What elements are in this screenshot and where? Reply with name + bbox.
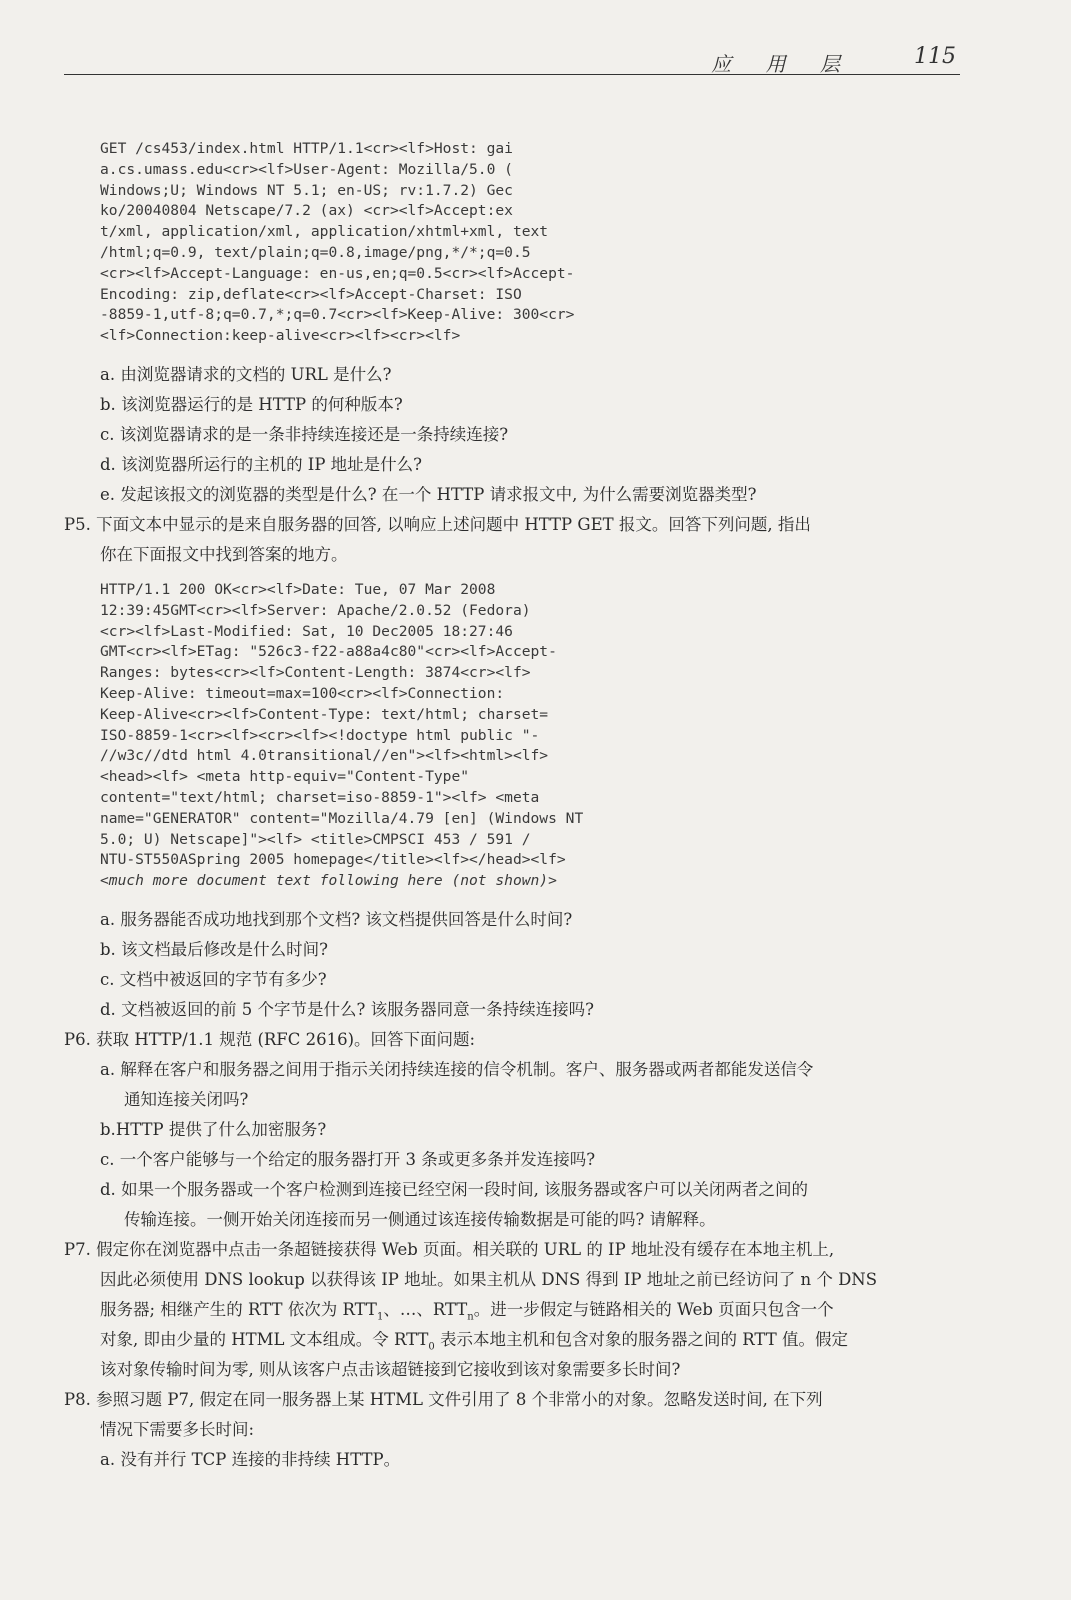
p6-question-a-cont: 通知连接关闭吗?	[124, 1090, 249, 1109]
p6-question-d-cont: 传输连接。一侧开始关闭连接而另一侧通过该连接传输数据是可能的吗? 请解释。	[124, 1210, 716, 1229]
problem-number: P8.	[64, 1390, 91, 1409]
response-line: Keep-Alive: timeout=max=100<cr><lf>Connection:	[100, 684, 505, 702]
p5-question-b: b. 该文档最后修改是什么时间?	[100, 940, 328, 959]
response-line: //w3c//dtd html 4.0transitional//en"><lf><html><lf>	[100, 747, 549, 765]
request-line: Encoding: zip,deflate<cr><lf>Accept-Charset: ISO	[100, 285, 522, 303]
response-line: <cr><lf>Last-Modified: Sat, 10 Dec2005 18:27:46	[100, 622, 513, 640]
request-line: t/xml, application/xml, application/xhtml+xml, text	[100, 223, 549, 241]
problem-number: P6.	[64, 1030, 91, 1049]
response-line: <head><lf> <meta http-equiv="Content-Type"	[100, 768, 470, 786]
request-line: -8859-1,utf-8;q=0.7,*;q=0.7<cr><lf>Keep-Alive: 300<cr>	[100, 306, 575, 324]
request-line: <cr><lf>Accept-Language: en-us,en;q=0.5<cr><lf>Accept-	[100, 264, 575, 282]
response-line: content="text/html; charset=iso-8859-1"><lf> <meta	[100, 788, 540, 806]
response-line: <much more document text following here (not shown)>	[100, 872, 557, 890]
request-line: <lf>Connection:keep-alive<cr><lf><cr><lf>	[100, 327, 461, 345]
p4-question-d: d. 该浏览器所运行的主机的 IP 地址是什么?	[100, 455, 423, 474]
response-line: Keep-Alive<cr><lf>Content-Type: text/html; charset=	[100, 705, 549, 723]
response-line: 12:39:45GMT<cr><lf>Server: Apache/2.0.52 (Fedora)	[100, 601, 531, 619]
p4-question-a: a. 由浏览器请求的文档的 URL 是什么?	[100, 365, 392, 384]
p4-question-c: c. 该浏览器请求的是一条非持续连接还是一条持续连接?	[100, 425, 509, 444]
p6-question-d: d. 如果一个服务器或一个客户检测到连接已经空闲一段时间, 该服务器或客户可以关闭两者之间的	[100, 1180, 809, 1199]
response-line: ISO-8859-1<cr><lf><cr><lf><!doctype html public "-	[100, 726, 540, 744]
p6-question-c: c. 一个客户能够与一个给定的服务器打开 3 条或更多条并发连接吗?	[100, 1150, 596, 1169]
http-response-code	[100, 580, 583, 892]
p8-line-1: P8. 参照习题 P7, 假定在同一服务器上某 HTML 文件引用了 8 个非常小的对象。忽略发送时间, 在下列	[64, 1390, 823, 1409]
page-number: 115	[914, 44, 956, 69]
p7-line-2: 因此必须使用 DNS lookup 以获得该 IP 地址。如果主机从 DNS 得到 IP 地址之前已经访问了 n 个 DNS	[100, 1270, 878, 1289]
request-line: ko/20040804 Netscape/7.2 (ax) <cr><lf>Accept:ex	[100, 202, 513, 220]
response-line: HTTP/1.1 200 OK<cr><lf>Date: Tue, 07 Mar 2008	[100, 581, 496, 598]
problem-number: P7.	[64, 1240, 91, 1259]
http-request-code	[100, 139, 574, 347]
p5-question-c: c. 文档中被返回的字节有多少?	[100, 970, 327, 989]
p6-question-a: a. 解释在客户和服务器之间用于指示关闭持续连接的信令机制。客户、服务器或两者都能发送信令	[100, 1060, 814, 1079]
response-line: 5.0; U) Netscape]"><lf> <title>CMPSCI 453 / 591 /	[100, 830, 531, 848]
p7-line-4: 对象, 即由少量的 HTML 文本组成。令 $RTT_0$ 表示本地主机和包含对象的服务器之间的 RTT 值。假定	[100, 1330, 848, 1353]
response-line: NTU-ST550ASpring 2005 homepage</title><lf></head><lf>	[100, 851, 566, 869]
p4-question-e: e. 发起该报文的浏览器的类型是什么? 在一个 HTTP 请求报文中, 为什么需要浏览器类型?	[100, 485, 757, 504]
problem-number: P5.	[64, 515, 91, 534]
request-line: /html;q=0.9, text/plain;q=0.8,image/png,*/*;q=0.5	[100, 243, 531, 261]
p5-question-d: d. 文档被返回的前 5 个字节是什么? 该服务器同意一条持续连接吗?	[100, 1000, 594, 1019]
p5-intro-cont: 你在下面报文中找到答案的地方。	[100, 545, 348, 564]
p8-line-2: 情况下需要多长时间:	[100, 1420, 255, 1439]
p7-line-5: 该对象传输时间为零, 则从该客户点击该超链接到它接收到该对象需要多长时间?	[100, 1360, 681, 1379]
p7-line-3: 服务器; 相继产生的 RTT 依次为 $RTT_1$、…、$RTT_n$。进一步假定与链路相关的 Web 页面只包含一个	[100, 1300, 834, 1323]
p6-question-b: b.HTTP 提供了什么加密服务?	[100, 1120, 327, 1139]
response-line: GMT<cr><lf>ETag: "526c3-f22-a88a4c80"<cr><lf>Accept-	[100, 643, 557, 661]
response-line: Ranges: bytes<cr><lf>Content-Length: 3874<cr><lf>	[100, 664, 531, 682]
p4-question-b: b. 该浏览器运行的是 HTTP 的何种版本?	[100, 395, 403, 414]
p6-intro: P6. 获取 HTTP/1.1 规范 (RFC 2616)。回答下面问题:	[64, 1030, 476, 1049]
response-line: name="GENERATOR" content="Mozilla/4.79 [en] (Windows NT	[100, 809, 584, 827]
p7-line-1: P7. 假定你在浏览器中点击一条超链接获得 Web 页面。相关联的 URL 的 IP 地址没有缓存在本地主机上,	[64, 1240, 835, 1259]
p5-question-a: a. 服务器能否成功地找到那个文档? 该文档提供回答是什么时间?	[100, 910, 573, 929]
p8-question-a: a. 没有并行 TCP 连接的非持续 HTTP。	[100, 1450, 401, 1469]
request-line: GET /cs453/index.html HTTP/1.1<cr><lf>Host: gai	[100, 140, 513, 157]
running-title: 应 用 层	[711, 52, 854, 76]
request-line: a.cs.umass.edu<cr><lf>User-Agent: Mozilla/5.0 (	[100, 160, 513, 178]
running-header	[64, 44, 960, 75]
request-line: Windows;U; Windows NT 5.1; en-US; rv:1.7.2) Gec	[100, 181, 513, 199]
p5-intro: P5. 下面文本中显示的是来自服务器的回答, 以响应上述问题中 HTTP GET 报文。回答下列问题, 指出	[64, 515, 811, 534]
